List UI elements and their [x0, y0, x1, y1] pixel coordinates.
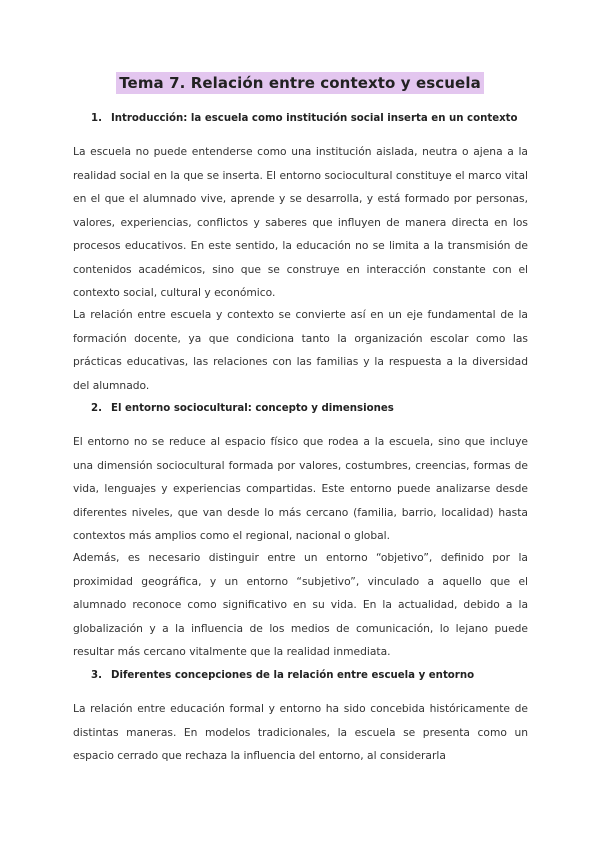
section-heading-text: El entorno sociocultural: concepto y dimensiones — [111, 403, 394, 414]
paragraph: La relación entre educación formal y entorno ha sido concebida históricamente de distintas maneras. En modelos tradicionales, la escuela se presenta como un espacio cerrado que rechaza la influencia del entorno, al considerarla — [73, 702, 528, 762]
section-heading-2 — [91, 403, 394, 414]
section-heading-3 — [91, 670, 474, 681]
paragraph: El entorno no se reduce al espacio físico que rodea a la escuela, sino que incluye una dimensión sociocultural formada por valores, costumbres, creencias, formas de vida, lenguajes y experiencias compartidas. Este entorno puede analizarse desde diferentes niveles, que van desde lo más cercano (familia, barrio, localidad) hasta contextos más amplios como el regional, nacional o global. — [73, 435, 528, 542]
paragraph: Además, es necesario distinguir entre un entorno “objetivo”, definido por la proximidad geográfica, y un entorno “subjetivo”, vinculado a aquello que el alumnado reconoce como significativo en su vida. En la actualidad, debido a la globalización y a la influencia de los medios de comunicación, lo lejano puede resultar más cercano vitalmente que la realidad inmediata. — [73, 551, 528, 658]
page-title: Tema 7. Relación entre contexto y escuela — [116, 72, 484, 94]
section-number: 2. — [91, 403, 102, 414]
paragraph: La escuela no puede entenderse como una institución aislada, neutra o ajena a la realidad social en la que se inserta. El entorno sociocultural constituye el marco vital en el que el alumnado vive, aprende y se desarrolla, y está formado por personas, valores, experiencias, conflictos y saberes que influyen de manera directa en los procesos educativos. En este sentido, la educación no se limita a la transmisión de contenidos académicos, sino que se construye en interacción constante con el contexto social, cultural y económico. — [73, 145, 528, 299]
section-heading-text: Introducción: la escuela como institución social inserta en un contexto — [111, 113, 518, 124]
section-heading-1 — [91, 113, 518, 124]
paragraph: La relación entre escuela y contexto se convierte así en un eje fundamental de la formación docente, ya que condiciona tanto la organización escolar como las prácticas educativas, las relaciones con las familias y la respuesta a la diversidad del alumnado. — [73, 308, 528, 392]
section-number: 3. — [91, 670, 102, 681]
section-heading-text: Diferentes concepciones de la relación entre escuela y entorno — [111, 670, 475, 681]
title-container — [0, 72, 600, 94]
section-number: 1. — [91, 113, 102, 124]
